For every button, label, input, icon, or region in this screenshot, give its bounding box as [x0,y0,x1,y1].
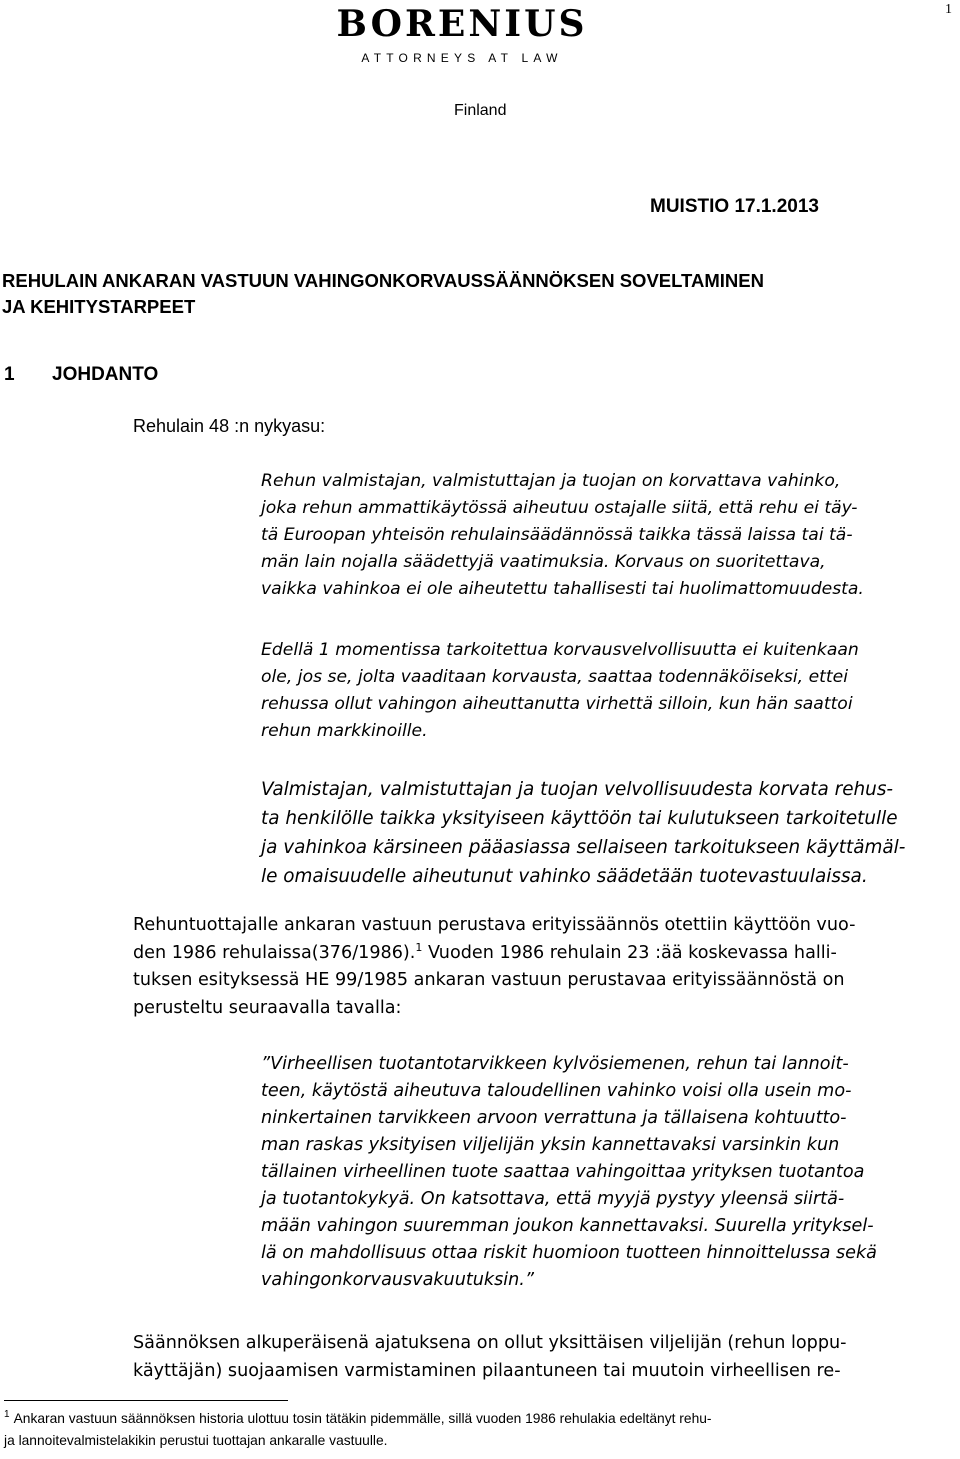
text-line: mään vahingon suuremman joukon kannettavaksi. Suurella yrityksel- [261,1216,874,1236]
text-line: tä Euroopan yhteisön rehulainsäädännössä taikka tässä laissa tai tä- [261,525,853,545]
text-segment: Vuoden 1986 rehulain 23 :ää koskevassa halli- [422,942,837,963]
section-title: JOHDANTO [52,364,159,385]
text-line [133,940,955,968]
footnote-line: ja lannoitevalmistelakikin perustui tuottajan ankaralle vastuulle. [4,1433,388,1448]
text-line: tuksen esityksessä HE 99/1985 ankaran vastuun perustavaa erityissäännöstä on [133,970,845,990]
footnote-separator [4,1400,288,1401]
text-segment: den 1986 rehulaissa(376/1986). [133,942,416,963]
firm-tagline: ATTORNEYS AT LAW [361,51,563,65]
text-line: teen, käytöstä aiheutuva taloudellinen vahinko voisi olla usein mo- [261,1081,852,1101]
text-line: Valmistajan, valmistuttajan ja tuojan velvollisuudesta korvata rehus- [261,779,894,800]
footnote-text: Ankaran vastuun säännöksen historia ulottuu tosin tätäkin pidemmälle, sillä vuoden 1986 rehulakia edeltänyt rehu- [13,1411,712,1426]
text-line: ja tuotantokykyä. On katsottava, että myyjä pystyy yleensä siirtä- [261,1189,845,1209]
law-quote-paragraph-1 [261,468,955,603]
text-line: vahingonkorvausvakuutuksin.” [261,1270,534,1290]
text-line: Rehun valmistajan, valmistuttajan ja tuojan on korvattava vahinko, [261,471,841,491]
title-line: JA KEHITYSTARPEET [2,296,196,317]
text-line: tällainen virheellinen tuote saattaa vahingoittaa yrityksen tuotantoa [261,1162,865,1182]
footnote-line [4,1408,954,1430]
law-quote-paragraph-3 [261,775,955,891]
text-line: lä on mahdollisuus ottaa riskit huomioon tuotteen hinnoittelussa sekä [261,1243,877,1263]
text-line: le omaisuudelle aiheutunut vahinko säädetään tuotevastuulaissa. [261,866,868,887]
text-line: Säännöksen alkuperäisenä ajatuksena on ollut yksittäisen viljelijän (rehun loppu- [133,1333,847,1353]
body-paragraph-2 [133,1330,955,1385]
footnote-mark: 1 [4,1409,10,1421]
text-line: ole, jos se, jolta vaaditaan korvausta, saattaa todennäköiseksi, ettei [261,667,848,687]
section-heading [4,364,158,386]
law-quote-paragraph-2 [261,637,955,745]
government-proposal-quote [261,1051,955,1294]
text-line: man raskas yksityisen viljelijän yksin kannettavaksi varsinkin kun [261,1135,840,1155]
text-line: rehun markkinoille. [261,721,428,741]
text-line: ninkertainen tarvikkeen arvoon verrattuna ja tällaisena kohtuutto- [261,1108,847,1128]
text-line: Rehuntuottajalle ankaran vastuun perustava erityissäännös otettiin käyttöön vuo- [133,915,856,935]
text-line: ja vahinkoa kärsineen pääasiassa sellaiseen tarkoitukseen käyttämäl- [261,837,906,858]
text-line: Edellä 1 momentissa tarkoitettua korvausvelvollisuutta ei kuitenkaan [261,640,859,660]
title-line: REHULAIN ANKARAN VASTUUN VAHINGONKORVAUSSÄÄNNÖKSEN SOVELTAMINEN [2,270,764,291]
footnote-reference[interactable]: 1 [415,940,423,954]
text-line: ”Virheellisen tuotantotarvikkeen kylvösiemenen, rehun tai lannoit- [261,1054,849,1074]
body-paragraph-1 [133,912,955,1022]
law-intro: Rehulain 48 :n nykyasu: [133,416,326,436]
text-line: män lain nojalla säädettyjä vaatimuksia. Korvaus on suoritettava, [261,552,826,572]
text-line: perusteltu seuraavalla tavalla: [133,997,402,1018]
text-line: rehussa ollut vahingon aiheuttanutta virhettä silloin, kun hän saattoi [261,694,853,714]
text-line: käyttäjän) suojaamisen varmistaminen pilaantuneen tai muutoin virheellisen re- [133,1360,841,1381]
firm-logo: BORENIUS [336,3,588,45]
footnote [4,1408,954,1452]
document-title [2,268,952,320]
section-number: 1 [4,364,15,385]
text-line: vaikka vahinkoa ei ole aiheutettu tahallisesti tai huolimattomuudesta. [261,579,864,599]
page-number: 1 [945,2,952,17]
text-line: joka rehun ammattikäytössä aiheutuu ostajalle siitä, että rehu ei täy- [261,498,858,518]
memo-date: MUISTIO 17.1.2013 [650,196,819,217]
text-line: ta henkilölle taikka yksityiseen käyttöön tai kulutukseen tarkoitetulle [261,808,898,829]
country-label: Finland [454,102,507,119]
